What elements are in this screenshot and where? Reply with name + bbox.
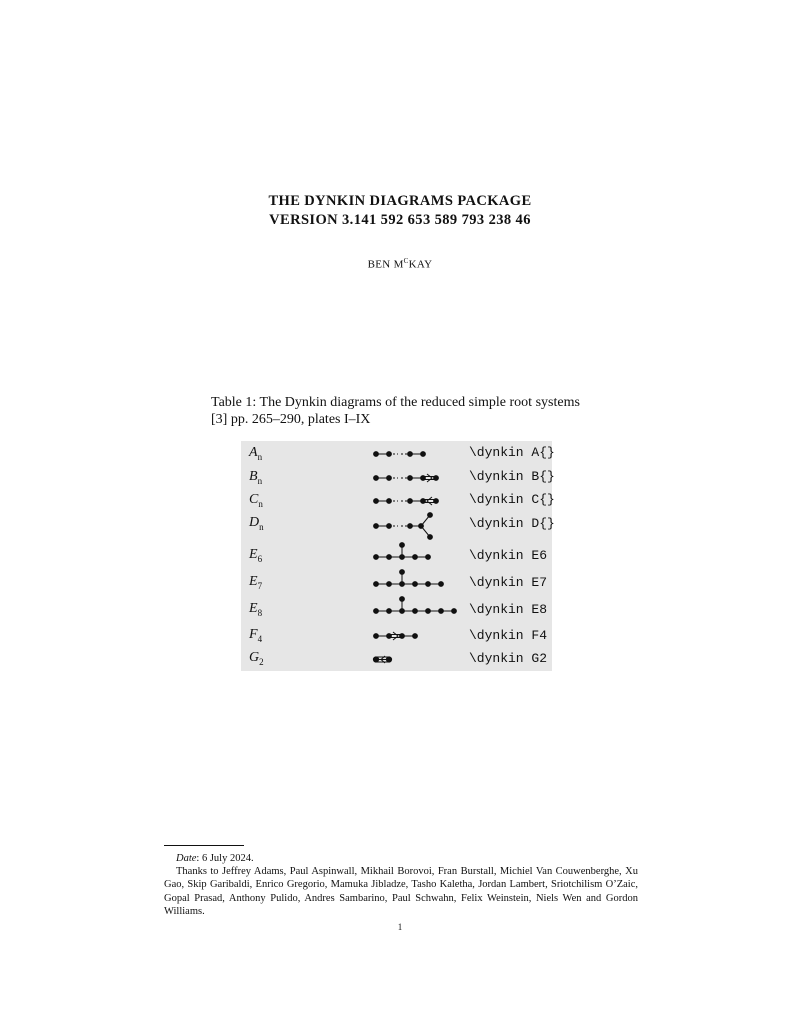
node-dot	[400, 555, 405, 560]
author-super: C	[403, 257, 409, 265]
diagram-g2	[373, 656, 391, 663]
node-dot	[408, 476, 413, 481]
node-dot	[421, 499, 426, 504]
node-dot	[400, 582, 405, 587]
node-dot	[386, 657, 391, 662]
node-dot	[452, 609, 457, 614]
node-dot	[374, 476, 379, 481]
row-command-cn: \dynkin C{}	[469, 492, 555, 507]
row-command-e6: \dynkin E6	[469, 548, 548, 563]
node-dot	[426, 609, 431, 614]
diagram-e6	[374, 543, 431, 560]
node-dot	[400, 543, 405, 548]
node-dot	[387, 555, 392, 560]
dynkin-diagrams	[241, 441, 552, 671]
node-dot	[387, 634, 392, 639]
node-dot	[413, 609, 418, 614]
node-dot	[408, 499, 413, 504]
node-dot	[387, 499, 392, 504]
node-dot	[373, 657, 378, 662]
author-suffix: KAY	[408, 258, 433, 271]
node-dot	[413, 555, 418, 560]
row-label-e7: $E_7$	[249, 574, 263, 591]
page-number: 1	[397, 922, 403, 932]
node-dot	[374, 524, 379, 529]
caption-line-2: [3] pp. 265–290, plates I–IX	[211, 412, 371, 427]
author-prefix: BEN M	[367, 258, 404, 271]
node-dot	[387, 609, 392, 614]
node-dot	[426, 582, 431, 587]
diagram-e8	[374, 597, 457, 614]
node-dot	[434, 476, 439, 481]
node-dot	[426, 555, 431, 560]
row-label-an: $A_n$	[249, 445, 263, 462]
footnote-thanks: Thanks to Jeffrey Adams, Paul Aspinwall, Mikhail Borovoi, Fran Burstall, Michiel Van Couwenberghe, Xu Gao, Skip Garibaldi, Enrico Gregorio, Mamuka Jibladze, Tasho Kaletha, Jordan Lambert, Sriotchilism O’Zaic, Gopal Prasad, Anthony Pulido, Andres Sambarino, Paul Schwahn, Felix Weinstein, Niels Wen and Gordon Williams.	[164, 866, 638, 917]
node-dot	[413, 582, 418, 587]
footnote-rule	[164, 845, 244, 846]
node-dot	[400, 597, 405, 602]
row-label-cn: $C_n$	[249, 492, 263, 509]
node-dot	[374, 582, 379, 587]
node-dot	[434, 499, 439, 504]
node-dot	[400, 634, 405, 639]
row-command-e7: \dynkin E7	[469, 575, 548, 590]
row-command-dn: \dynkin D{}	[469, 516, 555, 531]
row-label-g2: $G_2$	[249, 650, 264, 667]
diagram-d-n	[374, 513, 433, 540]
node-dot	[400, 609, 405, 614]
author	[0, 257, 800, 271]
row-label-bn: $B_n$	[249, 469, 263, 486]
node-dot	[421, 476, 426, 481]
node-dot	[400, 570, 405, 575]
node-dot	[428, 513, 433, 518]
node-dot	[387, 452, 392, 457]
diagram-c-n	[374, 497, 439, 505]
node-dot	[387, 582, 392, 587]
row-label-dn: $D_n$	[249, 515, 264, 532]
node-dot	[408, 524, 413, 529]
diagram-b-n	[374, 474, 439, 482]
diagram-f4	[374, 632, 418, 640]
row-command-an: \dynkin A{}	[469, 445, 555, 460]
node-dot	[374, 499, 379, 504]
row-label-e6: $E_6$	[249, 547, 263, 564]
node-dot	[439, 582, 444, 587]
row-label-e8: $E_8$	[249, 601, 263, 618]
row-command-f4: \dynkin F4	[469, 628, 548, 643]
node-dot	[387, 524, 392, 529]
dynkin-table	[241, 441, 555, 671]
diagram-e7	[374, 570, 444, 587]
row-command-e8: \dynkin E8	[469, 602, 548, 617]
node-dot	[413, 634, 418, 639]
node-dot	[419, 524, 424, 529]
node-dot	[428, 535, 433, 540]
node-dot	[421, 452, 426, 457]
node-dot	[439, 609, 444, 614]
footnote-date: Date: 6 July 2024.	[176, 853, 254, 864]
row-command-bn: \dynkin B{}	[469, 469, 555, 484]
row-label-f4: $F_4$	[249, 627, 263, 644]
diagram-a-n	[374, 452, 426, 457]
node-dot	[408, 452, 413, 457]
caption-line-1: Table 1: The Dynkin diagrams of the reduced simple root systems	[211, 395, 580, 410]
node-dot	[374, 452, 379, 457]
paper-title: THE DYNKIN DIAGRAMS PACKAGE	[268, 193, 532, 209]
node-dot	[374, 555, 379, 560]
node-dot	[374, 634, 379, 639]
node-dot	[374, 609, 379, 614]
node-dot	[387, 476, 392, 481]
footnote	[164, 852, 638, 918]
row-command-g2: \dynkin G2	[469, 651, 548, 666]
table-caption	[211, 394, 601, 428]
paper-version: VERSION 3.141 592 653 589 793 238 46	[269, 212, 531, 228]
